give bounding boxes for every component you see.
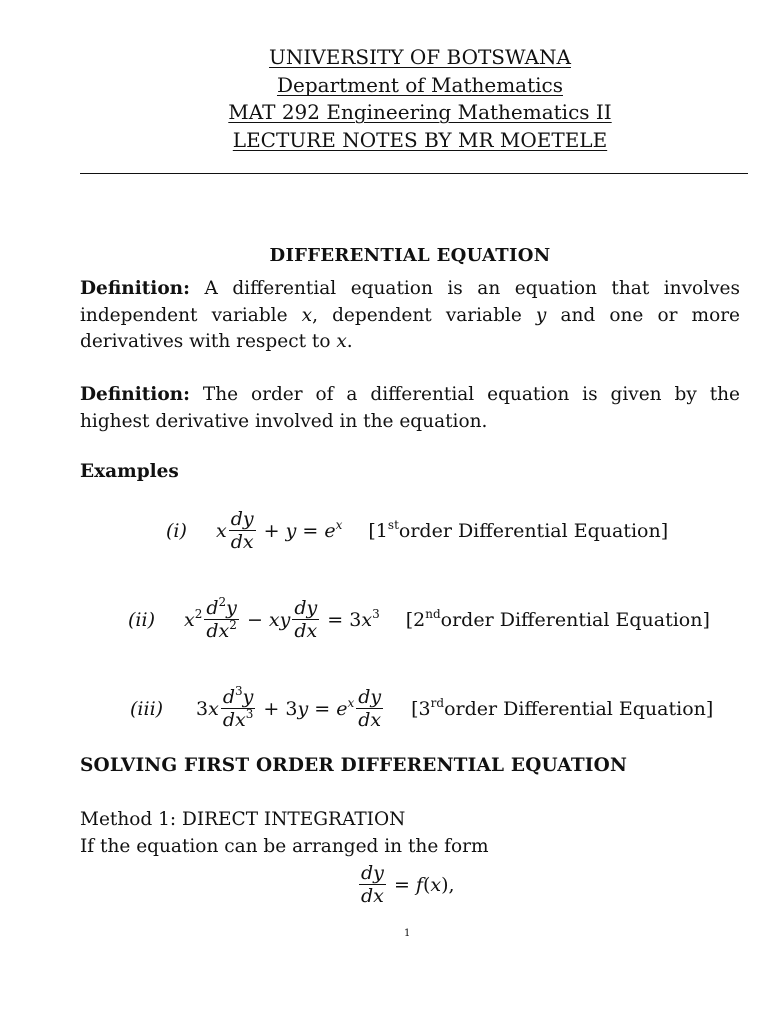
- var-x: x: [301, 304, 313, 326]
- examples-heading: Examples: [80, 461, 179, 482]
- example-2: (ii) $x^2$ $\frac{d^2y}{dx^2}$ − xy $\frac{dy}{dx}$ = $3x^3$ [2ndorder Differential Equation]: [128, 595, 710, 642]
- example-3-note: [3rdorder Differential Equation]: [411, 695, 714, 720]
- definition-1-text-a: A differential equation is an equation that involves independent variable: [80, 278, 740, 326]
- course-title: MAT 292 Engineering Mathematics II: [228, 100, 612, 124]
- example-2-label: (ii): [128, 608, 155, 631]
- example-3: (iii) 3x $\frac{d^3y}{dx^3}$ + $3y = e^x$ $\frac{dy}{dx}$ [3rdorder Differential Equation]: [130, 684, 714, 731]
- department-name: Department of Mathematics: [276, 72, 563, 97]
- example-2-note: [2ndorder Differential Equation]: [405, 606, 710, 631]
- section-title: DIFFERENTIAL EQUATION: [269, 245, 551, 266]
- definition-2: [80, 382, 740, 435]
- example-1-note: [1storder Differential Equation]: [368, 517, 669, 542]
- definition-1-label: Definition:: [80, 278, 190, 299]
- direct-integration-form: $\frac{dy}{dx}$ = f(x),: [361, 862, 455, 907]
- definition-1-text-b: , dependent variable: [312, 304, 536, 326]
- page-number: 1: [404, 928, 411, 939]
- definition-2-text: The order of a differential equation is given by the highest derivative involved in the equation.: [80, 384, 740, 432]
- university-name: UNIVERSITY OF BOTSWANA: [269, 45, 571, 69]
- header-divider: [80, 173, 748, 174]
- lecture-notes-author: LECTURE NOTES BY MR MOETELE: [232, 127, 608, 152]
- definition-1: [80, 276, 740, 356]
- method-1-text: If the equation can be arranged in the form: [80, 836, 489, 857]
- document-header: [0, 44, 768, 154]
- var-x-2: x: [336, 331, 347, 352]
- definition-1-text-d: .: [346, 331, 353, 352]
- example-1-label: (i): [166, 519, 187, 542]
- definition-2-label: Definition:: [80, 384, 190, 405]
- method-1-heading: Method 1: DIRECT INTEGRATION: [80, 809, 406, 830]
- example-1: (i) x $\frac{dy}{dx}$ + $y = e^x$ [1storder Differential Equation]: [166, 508, 669, 553]
- var-y: y: [535, 304, 547, 326]
- solving-heading: SOLVING FIRST ORDER DIFFERENTIAL EQUATION: [80, 755, 628, 776]
- example-3-label: (iii): [130, 697, 164, 720]
- definition-1-text-c: and one or more derivatives with respect to: [80, 304, 741, 352]
